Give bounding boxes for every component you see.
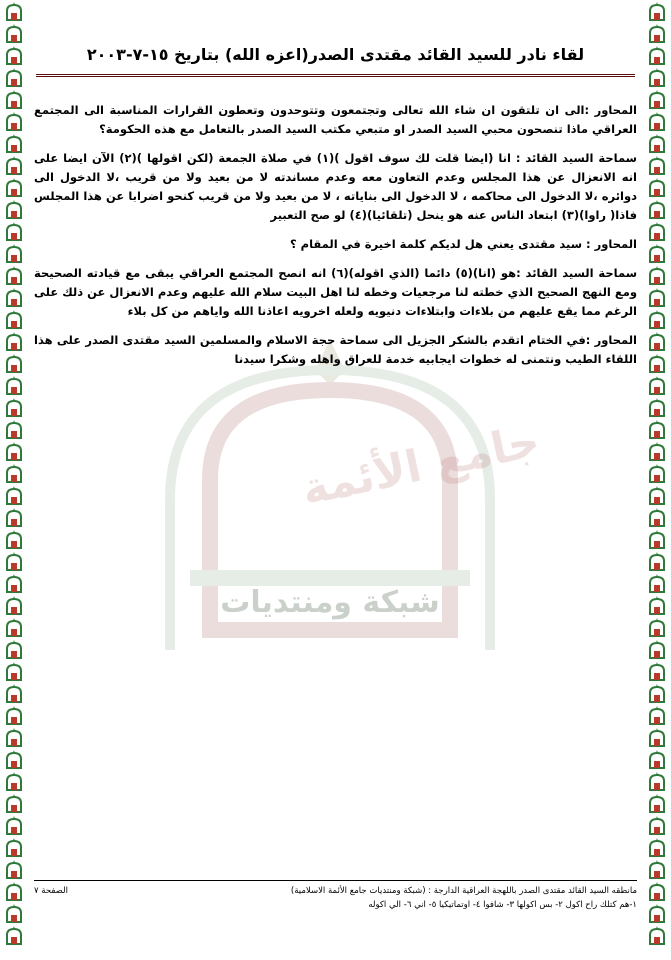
border-ornament-icon xyxy=(4,2,24,22)
border-ornament-icon xyxy=(647,200,667,220)
interview-body xyxy=(32,101,639,369)
border-ornament-icon xyxy=(4,420,24,440)
border-ornament-icon xyxy=(4,882,24,902)
border-ornament-icon xyxy=(4,618,24,638)
border-ornament-icon xyxy=(4,222,24,242)
border-ornament-icon xyxy=(647,354,667,374)
border-ornament-icon xyxy=(4,310,24,330)
border-ornament-icon xyxy=(647,178,667,198)
border-ornament-icon xyxy=(647,816,667,836)
border-ornament-icon xyxy=(4,266,24,286)
border-ornament-icon xyxy=(4,904,24,924)
right-ornament-border xyxy=(645,0,669,960)
border-ornament-icon xyxy=(647,530,667,550)
page-number: الصفحة ٧ xyxy=(34,886,68,896)
paragraph: سماحة السيد القائد :هو (انا)(٥) دائما (الذي اقوله)(٦) انه انصح المجتمع العراقي يبقى مع قيادته الصحيحة ومع النهج الصحيح الذي خطته لنا مرجعيات وخطه لنا اهل البيت سلام الله عليهم وعدم الانعزال عن ذلك على الرغم مما يقع عليهم من بلاءات وابتلاءات دنيويه ولعله اخرويه اعاذنا الله واياهم من كل بلاء xyxy=(34,266,638,318)
border-ornament-icon xyxy=(4,552,24,572)
border-ornament-icon xyxy=(647,376,667,396)
footer-source: مانطقه السيد القائد مقتدى الصدر باللهجة العراقية الدارجة : (شبكة ومنتديات جامع الأئمة الاسلامية) xyxy=(290,886,637,896)
border-ornament-icon xyxy=(4,442,24,462)
border-ornament-icon xyxy=(647,420,667,440)
page-title: لقاء نادر للسيد القائد مقتدى الصدر(اعزه الله) بتاريخ ١٥-٧-٢٠٠٣ xyxy=(86,45,585,64)
border-ornament-icon xyxy=(647,750,667,770)
border-ornament-icon xyxy=(647,794,667,814)
border-ornament-icon xyxy=(4,574,24,594)
border-ornament-icon xyxy=(4,838,24,858)
border-ornament-icon xyxy=(647,288,667,308)
border-ornament-icon xyxy=(4,46,24,66)
border-ornament-icon xyxy=(4,354,24,374)
border-ornament-icon xyxy=(4,486,24,506)
border-ornament-icon xyxy=(4,530,24,550)
border-ornament-icon xyxy=(4,816,24,836)
border-ornament-icon xyxy=(4,68,24,88)
border-ornament-icon xyxy=(4,508,24,528)
paragraph: سماحة السيد القائد : انا (ايضا قلت لك سوف اقول )(١) في صلاة الجمعة (لكن اقولها )(٢) الآن ايضا على انه الانعزال عن هذا المجلس وعدم التعاون معه وعدم مساندته لا من بعيد ولا من قريب ،لا الدخول الى دوائره ،لا الدخول الى محاكمه ، لا الدخول الى بناياته ، لا من بعيد ولا من قريب كنحو اضرابا عن هذا المجلس فاذا( راوا)(٣) ابتعاد الناس عنه هو ينحل (تلقائيا)(٤) لو صح التعبير xyxy=(34,151,637,222)
border-ornament-icon xyxy=(647,112,667,132)
left-ornament-border xyxy=(2,0,26,960)
border-ornament-icon xyxy=(647,486,667,506)
border-ornament-icon xyxy=(647,618,667,638)
border-ornament-icon xyxy=(4,860,24,880)
border-ornament-icon xyxy=(647,596,667,616)
paragraph: المحاور :في الختام اتقدم بالشكر الجزيل الى سماحة حجة الاسلام والمسلمين السيد مقتدى الصدر على هذا اللقاء الطيب ونتمنى له خطوات ايجابيه خدمة للعراق واهله وشكرا سيدنا xyxy=(34,333,637,366)
border-ornament-icon xyxy=(4,750,24,770)
border-ornament-icon xyxy=(647,46,667,66)
border-ornament-icon xyxy=(4,24,24,44)
border-ornament-icon xyxy=(4,288,24,308)
border-ornament-icon xyxy=(4,596,24,616)
page-footer xyxy=(34,880,637,912)
border-ornament-icon xyxy=(647,464,667,484)
border-ornament-icon xyxy=(647,684,667,704)
border-ornament-icon xyxy=(4,706,24,726)
border-ornament-icon xyxy=(647,68,667,88)
watermark-text: شبكة ومنتديات xyxy=(220,585,440,620)
border-ornament-icon xyxy=(4,156,24,176)
border-ornament-icon xyxy=(647,24,667,44)
border-ornament-icon xyxy=(4,376,24,396)
border-ornament-icon xyxy=(4,772,24,792)
border-ornament-icon xyxy=(647,90,667,110)
border-ornament-icon xyxy=(647,772,667,792)
border-ornament-icon xyxy=(4,178,24,198)
border-ornament-icon xyxy=(647,508,667,528)
border-ornament-icon xyxy=(4,90,24,110)
border-ornament-icon xyxy=(647,222,667,242)
border-ornament-icon xyxy=(647,156,667,176)
border-ornament-icon xyxy=(4,244,24,264)
border-ornament-icon xyxy=(4,134,24,154)
border-ornament-icon xyxy=(647,2,667,22)
border-ornament-icon xyxy=(647,134,667,154)
border-ornament-icon xyxy=(4,684,24,704)
border-ornament-icon xyxy=(4,464,24,484)
border-ornament-icon xyxy=(4,332,24,352)
border-ornament-icon xyxy=(647,398,667,418)
border-ornament-icon xyxy=(647,640,667,660)
border-ornament-icon xyxy=(647,662,667,682)
border-ornament-icon xyxy=(647,552,667,572)
paragraph: المحاور :الى ان تلتقون ان شاء الله تعالى وتجتمعون وتتوحدون وتعطون القرارات المناسبة الى المجتمع العراقي ماذا تنصحون محبي السيد الصدر او متبعي مكتب السيد الصدر بالتعامل مع هذه الحكومة؟ xyxy=(34,103,637,136)
border-ornament-icon xyxy=(647,266,667,286)
title-divider xyxy=(36,74,635,77)
border-ornament-icon xyxy=(647,706,667,726)
footnotes: ١-هم كتلك راح اكول ٢- بس اكولها ٣- شافوا ٤- اوتماتيكيا ٥- اني ٦- الي اكوله xyxy=(368,900,637,910)
border-ornament-icon xyxy=(647,926,667,946)
border-ornament-icon xyxy=(647,882,667,902)
border-ornament-icon xyxy=(4,112,24,132)
paragraph: المحاور : سيد مقتدى يعني هل لديكم كلمة اخيرة في المقام ؟ xyxy=(289,237,637,251)
document-page xyxy=(32,32,639,928)
border-ornament-icon xyxy=(4,794,24,814)
border-ornament-icon xyxy=(647,310,667,330)
border-ornament-icon xyxy=(4,728,24,748)
border-ornament-icon xyxy=(647,332,667,352)
watermark-arch-text: جامع الأئمة xyxy=(297,415,545,516)
border-ornament-icon xyxy=(647,574,667,594)
border-ornament-icon xyxy=(647,244,667,264)
border-ornament-icon xyxy=(647,860,667,880)
border-ornament-icon xyxy=(647,442,667,462)
border-ornament-icon xyxy=(647,904,667,924)
border-ornament-icon xyxy=(4,926,24,946)
border-ornament-icon xyxy=(647,728,667,748)
border-ornament-icon xyxy=(4,398,24,418)
border-ornament-icon xyxy=(4,662,24,682)
border-ornament-icon xyxy=(4,200,24,220)
border-ornament-icon xyxy=(647,838,667,858)
border-ornament-icon xyxy=(4,640,24,660)
